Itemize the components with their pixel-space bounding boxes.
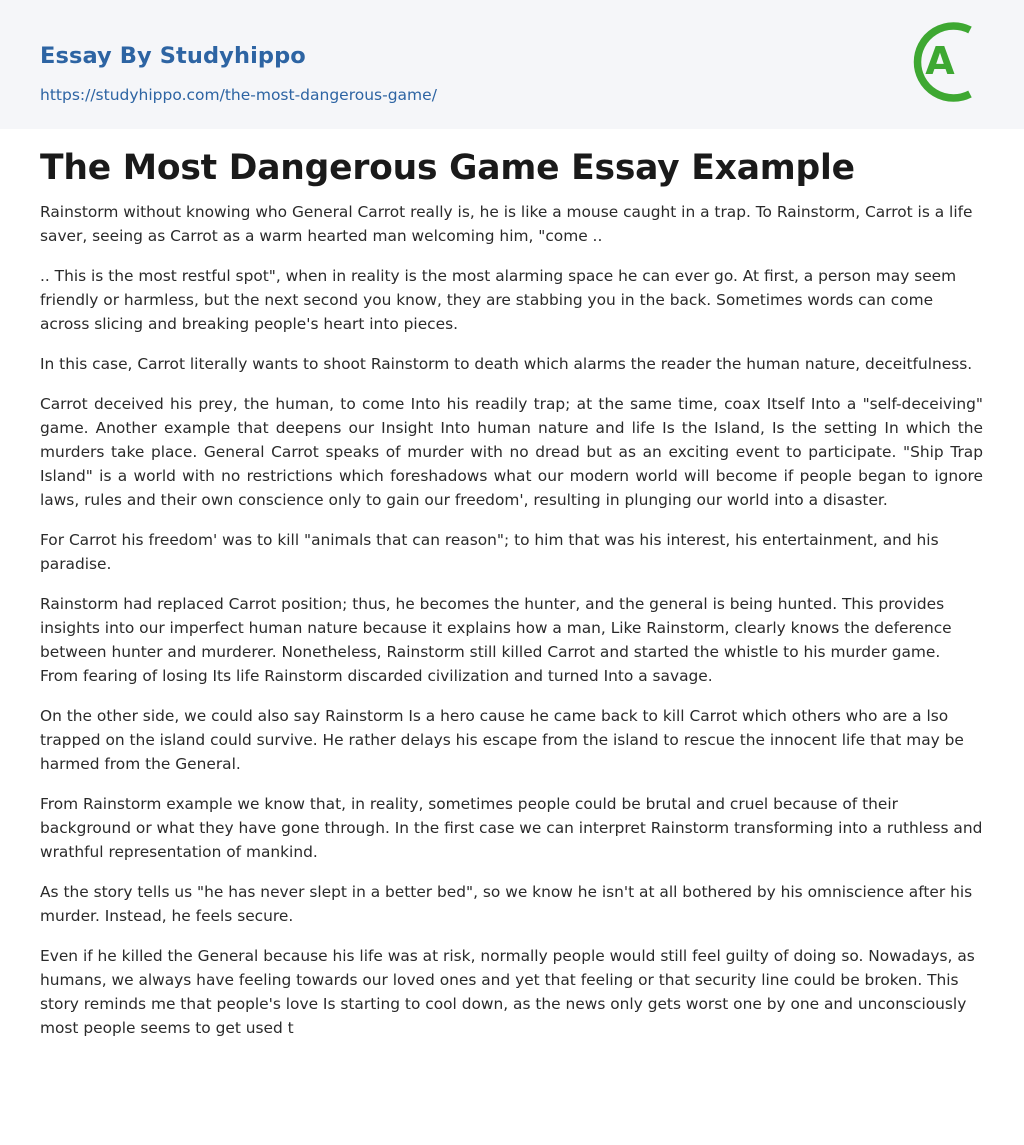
article-title: The Most Dangerous Game Essay Example [40,148,855,188]
paragraph-4: Carrot deceived his prey, the human, to come Into his readily trap; at the same time, coax Itself Into a "self-deceiving" game. Another example that deepens our Insight Into human nature and life Is the Island, Is the setting In which the murders take place. General Carrot speaks of murder with no dread but as an exciting event to participate. "Ship Trap Island" is a world with no restrictions which foreshadows what our modern world will become if people began to ignore laws, rules and their own conscience only to gain our freedom', resulting in plunging our world into a disaster. [40,395,983,509]
paragraph-10: Even if he killed the General because his life was at risk, normally people would still feel guilty of doing so. Nowadays, as humans, we always have feeling towards our loved ones and yet that feeling or that security line could be broken. This story reminds me that people's love Is starting to cool down, as the news only gets worst one by one and unconsciously most people seems to get used t [40,947,975,1037]
page-url-link[interactable]: https://studyhippo.com/the-most-dangerous-game/ [40,86,437,104]
paragraph-5: For Carrot his freedom' was to kill "animals that can reason"; to him that was his interest, his entertainment, and his paradise. [40,531,939,573]
article-body [40,200,983,1056]
paragraph-7: On the other side, we could also say Rainstorm Is a hero cause he came back to kill Carrot which others who are a lso trapped on the island could survive. He rather delays his escape from the island to rescue the innocent life that may be harmed from the General. [40,707,964,773]
brand-title[interactable]: Essay By Studyhippo [40,43,306,69]
paragraph-6: Rainstorm had replaced Carrot position; thus, he becomes the hunter, and the general is being hunted. This provides insights into our imperfect human nature because it explains how a man, Like Rainstorm, clearly knows the deference between hunter and murderer. Nonetheless, Rainstorm still killed Carrot and started the whistle to his murder game. From fearing of losing Its life Rainstorm discarded civilization and turned Into a savage. [40,595,952,685]
paragraph-1: Rainstorm without knowing who General Carrot really is, he is like a mouse caught in a trap. To Rainstorm, Carrot is a life saver, seeing as Carrot as a warm hearted man welcoming him, "come .. [40,203,973,245]
paragraph-2: .. This is the most restful spot", when in reality is the most alarming space he can ever go. At first, a person may seem friendly or harmless, but the next second you know, they are stabbing you in the back. Sometimes words can come across slicing and breaking people's heart into pieces. [40,267,957,333]
paragraph-9: As the story tells us "he has never slept in a better bed", so we know he isn't at all bothered by his omniscience after his murder. Instead, he feels secure. [40,883,973,925]
paragraph-8: From Rainstorm example we know that, in reality, sometimes people could be brutal and cruel because of their background or what they have gone through. In the first case we can interpret Rainstorm transforming into a ruthless and wrathful representation of mankind. [40,795,983,861]
paragraph-3: In this case, Carrot literally wants to shoot Rainstorm to death which alarms the reader the human nature, deceitfulness. [40,355,973,373]
logo-letter: A [925,39,955,83]
